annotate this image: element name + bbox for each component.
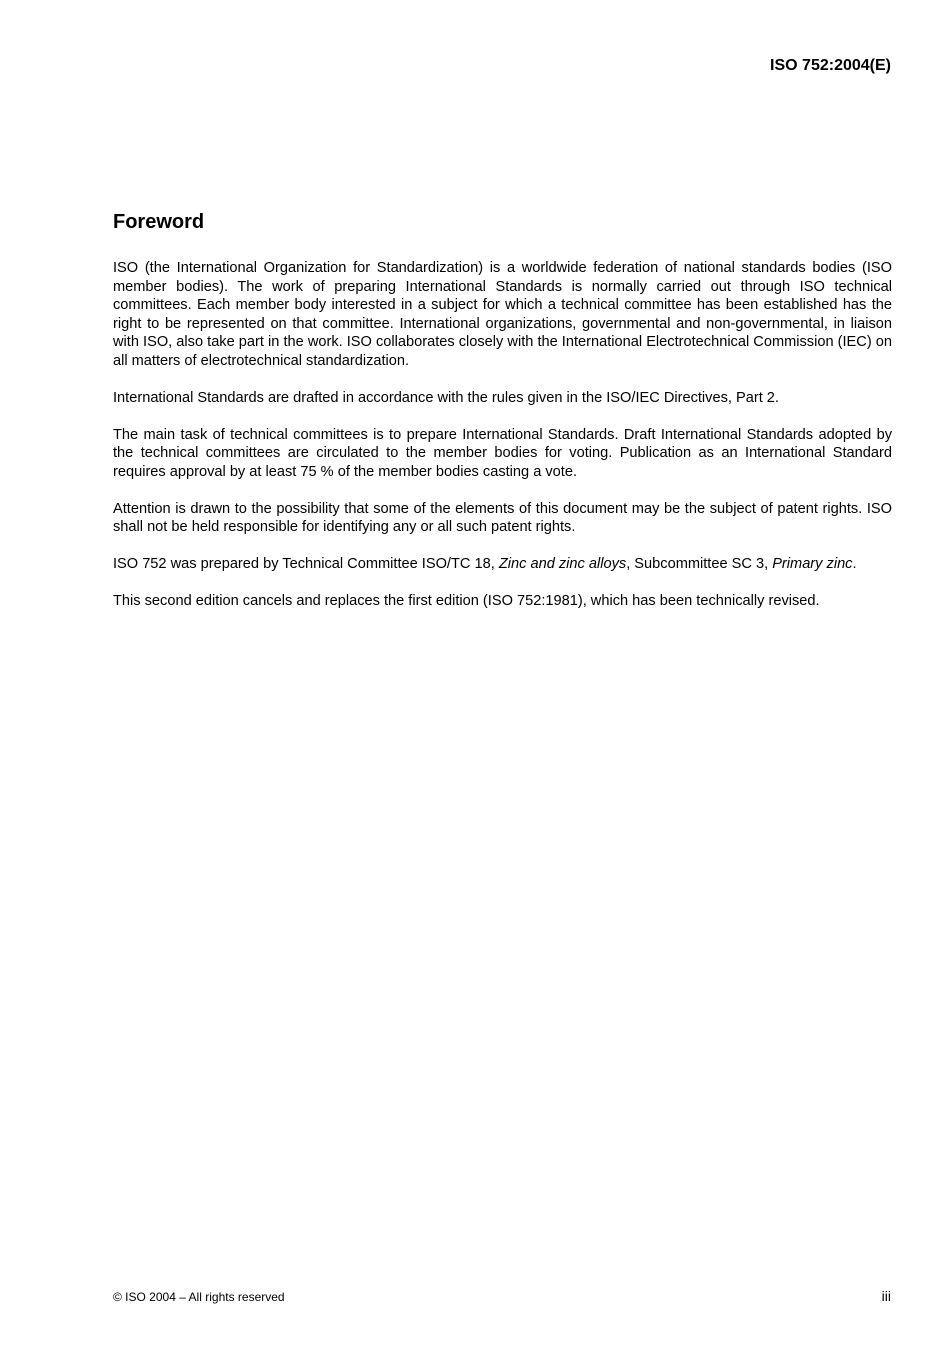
subcommittee-name: Primary zinc bbox=[772, 556, 853, 572]
foreword-body bbox=[113, 259, 892, 629]
committee-name: Zinc and zinc alloys bbox=[498, 556, 627, 572]
prepared-by-text-1: ISO 752 was prepared by Technical Committee ISO/TC 18, bbox=[113, 556, 499, 572]
prepared-by-text-3: . bbox=[852, 556, 857, 572]
paragraph-technical-committees: The main task of technical committees is to prepare International Standards. Draft International Standards adopted by the technical committees are circulated to the member bodies for voting. Publication as an International Standard requires approval by at least 75 % of the member bodies casting a vote. bbox=[113, 426, 892, 480]
paragraph-prepared-by bbox=[113, 555, 892, 574]
paragraph-edition: This second edition cancels and replaces the first edition (ISO 752:1981), which has been technically revised. bbox=[113, 593, 820, 609]
footer-copyright: © ISO 2004 – All rights reserved bbox=[113, 1290, 285, 1304]
document-id: ISO 752:2004(E) bbox=[770, 57, 891, 74]
section-title: Foreword bbox=[113, 211, 205, 233]
prepared-by-text-2: , Subcommittee SC 3, bbox=[626, 556, 773, 572]
paragraph-patent-rights: Attention is drawn to the possibility that some of the elements of this document may be the subject of patent rights. ISO shall not be held responsible for identifying any or all such patent rights. bbox=[113, 500, 892, 535]
footer-page-number: iii bbox=[881, 1288, 891, 1304]
paragraph-iso-federation: ISO (the International Organization for Standardization) is a worldwide federation of national standards bodies (ISO member bodies). The work of preparing International Standards is normally carried out through ISO technical committees. Each member body interested in a subject for which a technical committee has been established has the right to be represented on that committee. International organizations, governmental and non-governmental, in liaison with ISO, also take part in the work. ISO collaborates closely with the International Electrotechnical Commission (IEC) on all matters of electrotechnical standardization. bbox=[113, 260, 892, 369]
paragraph-directives: International Standards are drafted in accordance with the rules given in the ISO/IEC Directives, Part 2. bbox=[113, 389, 779, 406]
